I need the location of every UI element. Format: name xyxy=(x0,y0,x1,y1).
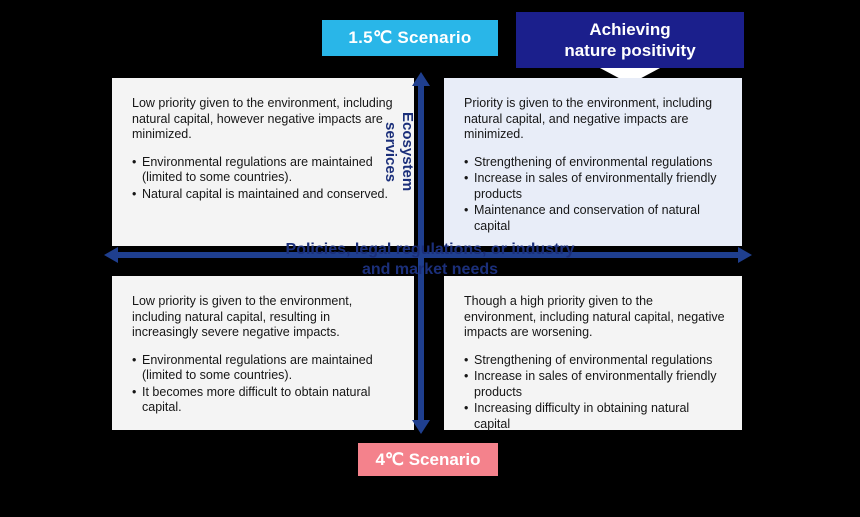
quadrant-top-right-bullets xyxy=(464,155,726,235)
scenario-label-4c-text: 4℃ Scenario xyxy=(375,449,481,469)
scenario-label-1-5c-text: 1.5℃ Scenario xyxy=(348,28,472,47)
quadrant-top-left xyxy=(112,78,414,246)
bullet-item: • Natural capital is maintained and conserved. xyxy=(132,187,398,203)
quadrant-bottom-right-bullets xyxy=(464,353,726,433)
quadrant-bottom-right-summary: Though a high priority given to the environment, including natural capital, negative impacts are worsening. xyxy=(464,294,725,339)
bullet-item: • Strengthening of environmental regulations xyxy=(464,155,726,171)
quadrant-top-right-summary: Priority is given to the environment, including natural capital, and negative impacts are minimized. xyxy=(464,96,713,141)
bullet-item: • Maintenance and conservation of natural capital xyxy=(464,203,726,234)
bullet-item: • Strengthening of environmental regulations xyxy=(464,353,726,369)
bullet-item: • Increase in sales of environmentally friendly products xyxy=(464,171,726,202)
quadrant-top-right xyxy=(444,78,742,246)
bullet-item: • Increase in sales of environmentally friendly products xyxy=(464,369,726,400)
bullet-item: • Increasing difficulty in obtaining natural capital xyxy=(464,401,726,432)
nature-positivity-label-text: Achieving nature positivity xyxy=(564,20,696,60)
arrow-right-icon xyxy=(738,247,752,263)
horizontal-axis-title: Policies, legal regulations, or industry and market needs xyxy=(285,241,575,278)
vertical-axis-title: Ecosystem services xyxy=(382,112,416,192)
quadrant-bottom-right xyxy=(444,276,742,430)
nature-positivity-label xyxy=(516,12,744,68)
scenario-label-4c xyxy=(358,443,498,476)
quadrant-top-left-bullets xyxy=(132,155,398,203)
arrow-down-icon xyxy=(412,420,430,434)
bullet-item: • It becomes more difficult to obtain natural capital. xyxy=(132,385,398,416)
quadrant-bottom-left-bullets xyxy=(132,353,398,416)
quadrant-bottom-left xyxy=(112,276,414,430)
scenario-label-1-5c xyxy=(322,20,498,56)
quadrant-top-left-summary: Low priority given to the environment, including natural capital, however negative impacts are minimized. xyxy=(132,96,393,141)
bullet-item: • Environmental regulations are maintained (limited to some countries). xyxy=(132,155,398,186)
bullet-item: • Environmental regulations are maintained (limited to some countries). xyxy=(132,353,398,384)
quadrant-bottom-left-summary: Low priority is given to the environment, including natural capital, resulting in increasingly severe negative impacts. xyxy=(132,294,353,339)
